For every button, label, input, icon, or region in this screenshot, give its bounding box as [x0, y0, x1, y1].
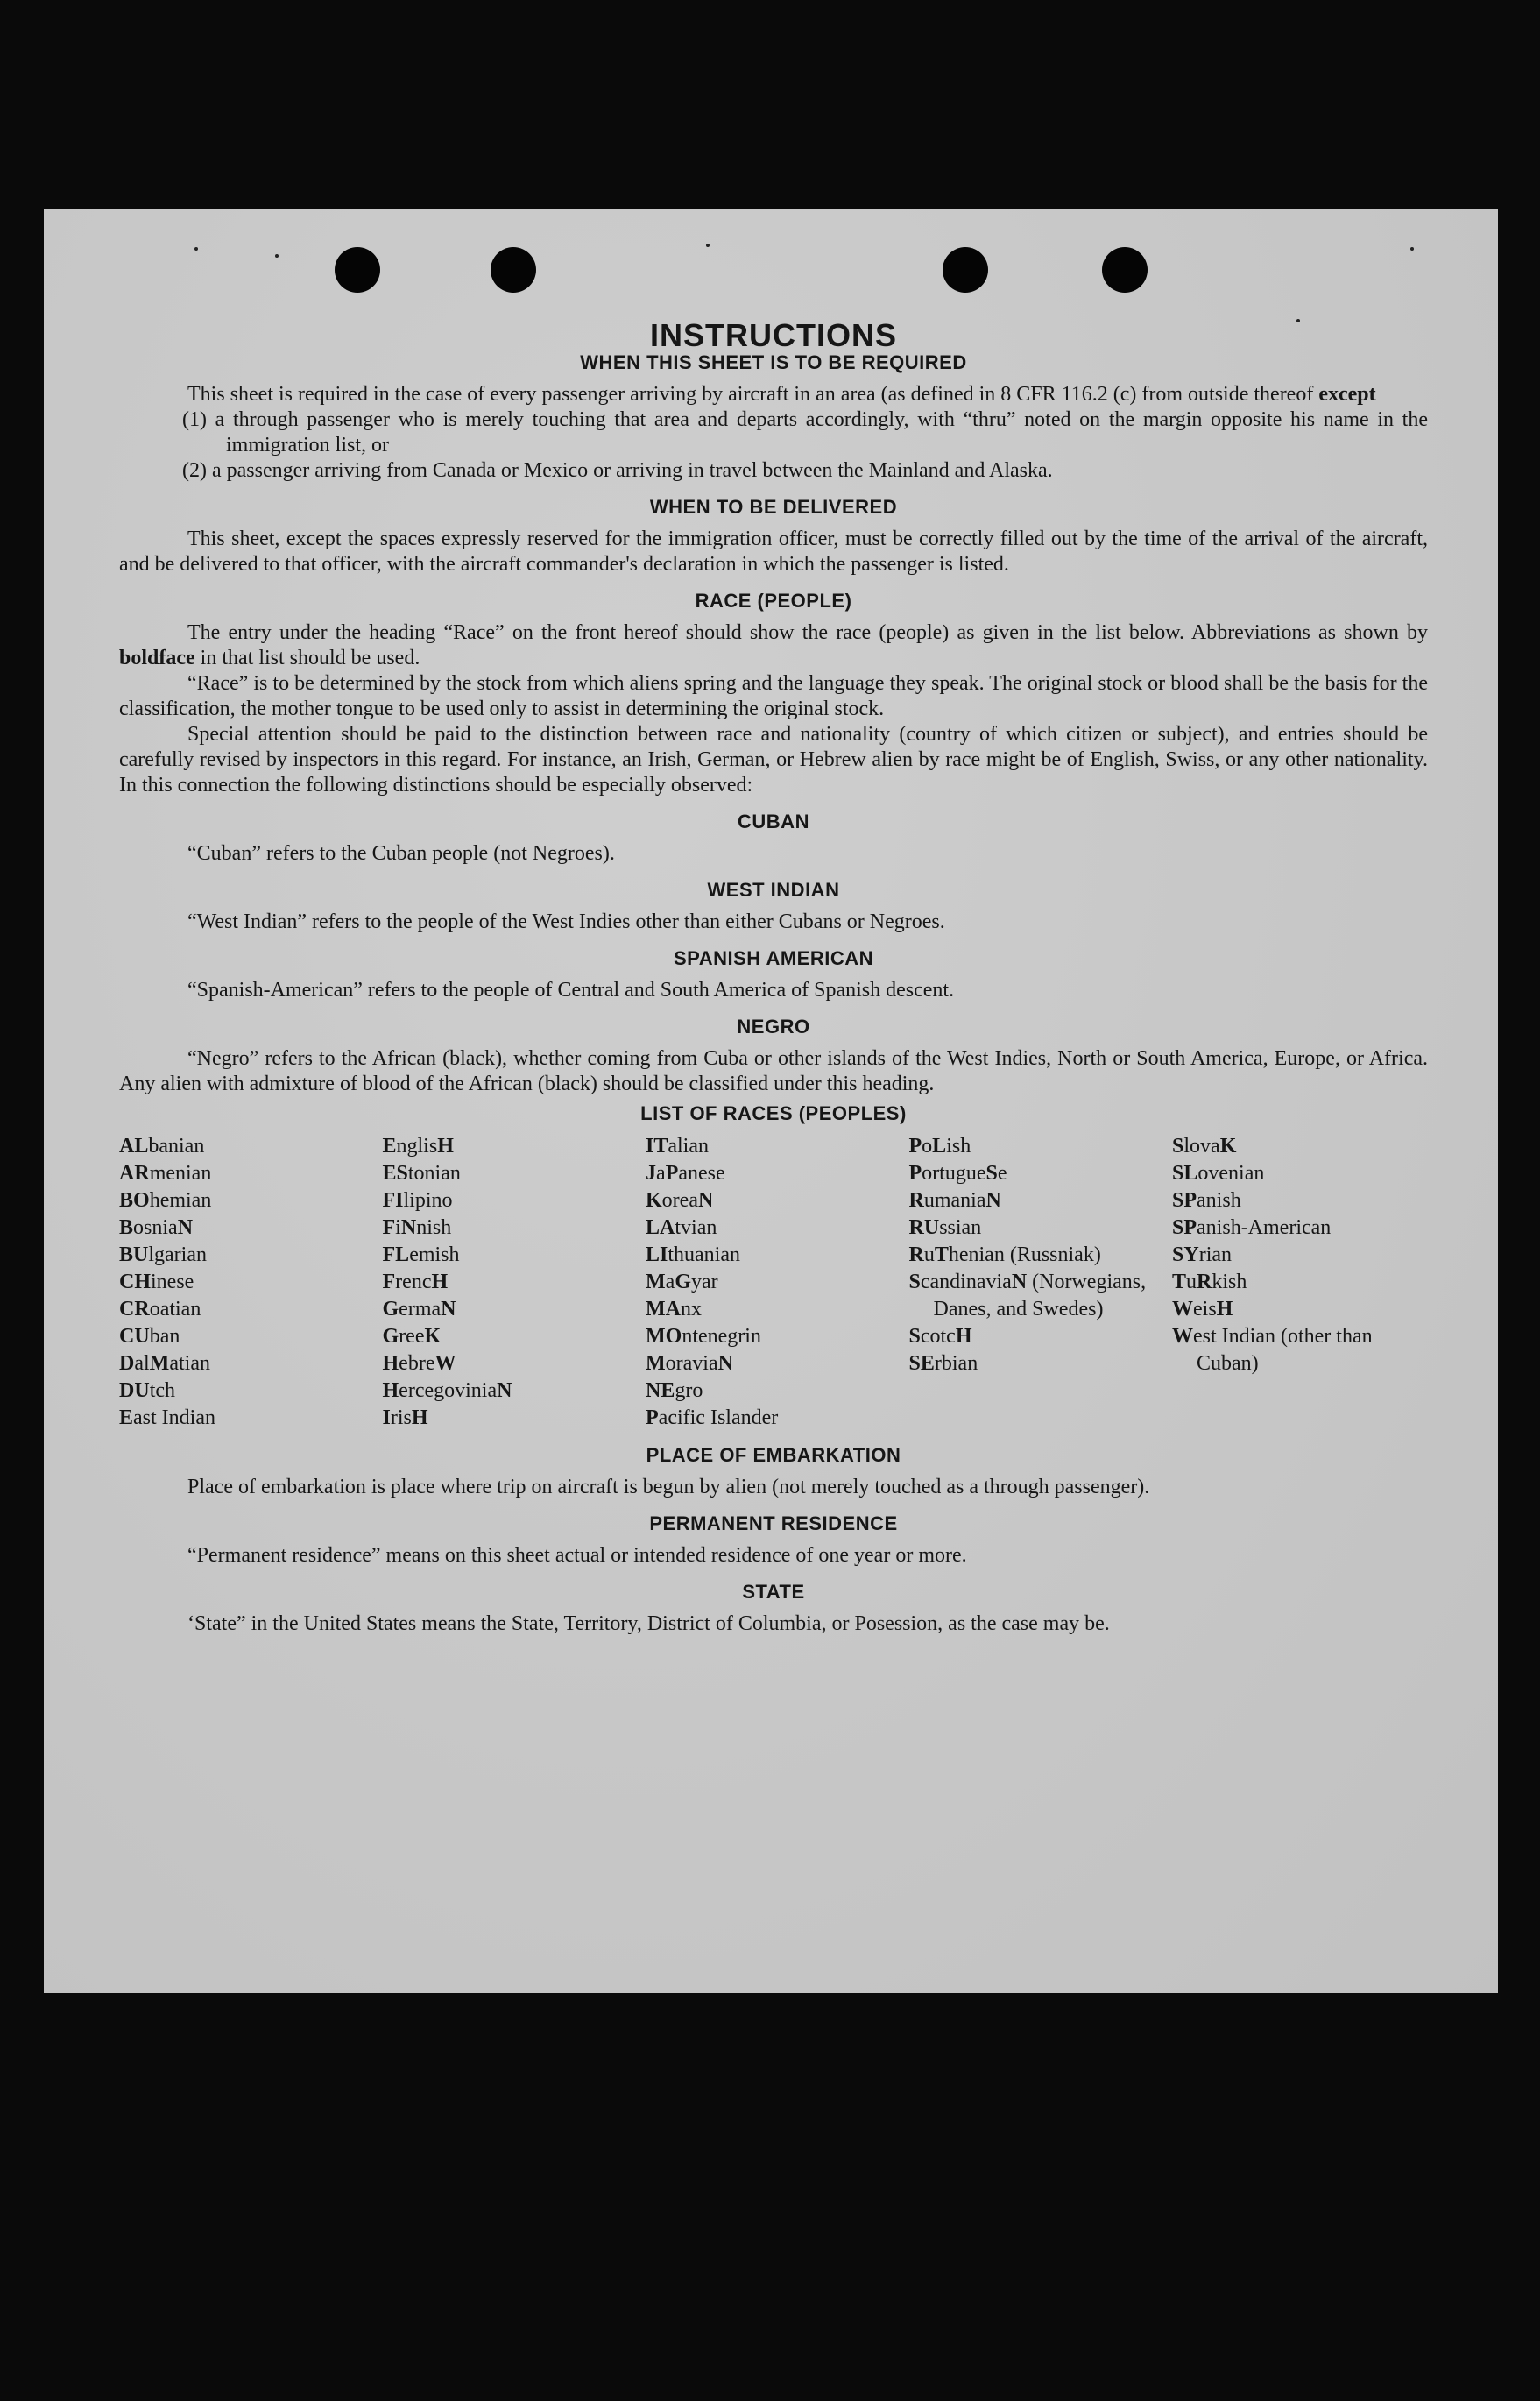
race-entry: PoLish	[908, 1135, 971, 1158]
race-paragraph: “Race” is to be determined by the stock from which aliens spring and the language they speak. The original stock or blood shall be the basis for the classification, the mother tongue to be used only to assist in determining the original stock.	[119, 672, 1428, 720]
paper-speck	[275, 254, 279, 258]
punch-hole	[335, 247, 380, 293]
punch-hole	[943, 247, 988, 293]
race-entry: IrisH	[382, 1406, 428, 1429]
race-entry: West Indian (other than Cuban)	[1172, 1325, 1373, 1375]
exception-item: (2) a passenger arriving from Canada or Mexico or arriving in travel between the Mainland and Alaska.	[182, 459, 1053, 482]
embarkation-text: Place of embarkation is place where trip on aircraft is begun by alien (not merely touched as a through passenger).	[187, 1476, 1150, 1498]
race-entry: JaPanese	[646, 1162, 725, 1185]
race-entry: RUssian	[908, 1216, 982, 1239]
race-entry: BosniaN	[119, 1216, 194, 1239]
west-indian-text: “West Indian” refers to the people of the West Indies other than either Cubans or Negroes.	[187, 910, 945, 933]
race-entry: MoraviaN	[646, 1352, 733, 1375]
race-entry: BOhemian	[119, 1189, 212, 1212]
races-column-3	[646, 1133, 901, 1432]
state-text: ‘State” in the United States means the State, Territory, District of Columbia, or Posession, as the case may be.	[187, 1612, 1110, 1635]
race-entry: WeisH	[1172, 1298, 1233, 1321]
race-entry: HebreW	[382, 1352, 456, 1375]
race-text: in that list should be used.	[200, 647, 420, 669]
residence-text: “Permanent residence” means on this sheet actual or intended residence of one year or more.	[187, 1544, 967, 1567]
race-entry: MAnx	[646, 1298, 702, 1321]
exception-item: (1) a through passenger who is merely touching that area and departs accordingly, with “thru” noted on the margin opposite his name in the immigration list, or	[182, 408, 1428, 457]
race-entry: SlovaK	[1172, 1135, 1237, 1158]
instructions-content	[119, 317, 1428, 1637]
race-entry: ALbanian	[119, 1135, 205, 1158]
race-entry: MaGyar	[646, 1271, 718, 1293]
boldface-word: boldface	[119, 647, 195, 669]
heading-state: STATE	[742, 1581, 805, 1603]
paper-speck	[194, 247, 198, 251]
delivered-text: This sheet, except the spaces expressly reserved for the immigration officer, must be correctly filled out by the time of the arrival of the aircraft, and be delivered to that officer, with the aircraft commander's declaration in which the passenger is listed.	[119, 528, 1428, 576]
race-entry: FIlipino	[382, 1189, 453, 1212]
punch-hole	[1102, 247, 1148, 293]
race-entry: FrencH	[382, 1271, 449, 1293]
race-entry: FLemish	[382, 1243, 460, 1266]
race-entry: Pacific Islander	[646, 1406, 779, 1429]
race-entry: CUban	[119, 1325, 180, 1348]
race-entry: ScotcH	[908, 1325, 972, 1348]
race-entry: HercegoviniaN	[382, 1379, 512, 1402]
race-entry: RuThenian (Russniak)	[908, 1243, 1101, 1266]
race-entry: East Indian	[119, 1406, 215, 1429]
heading-list-of-races: LIST OF RACES (PEOPLES)	[640, 1102, 907, 1124]
required-intro	[119, 382, 1428, 407]
paper-speck	[706, 244, 710, 247]
races-column-4	[909, 1133, 1165, 1432]
race-entry: NEgro	[646, 1379, 703, 1402]
races-column-1	[119, 1133, 375, 1432]
heading-place-of-embarkation: PLACE OF EMBARKATION	[646, 1444, 901, 1466]
race-entry: GermaN	[382, 1298, 456, 1321]
race-entry: BUlgarian	[119, 1243, 207, 1266]
heading-when-delivered: WHEN TO BE DELIVERED	[649, 496, 898, 518]
race-entry: TuRkish	[1172, 1271, 1247, 1293]
race-entry: LIthuanian	[646, 1243, 740, 1266]
exception-list	[119, 407, 1428, 484]
race-entry: PortugueSe	[908, 1162, 1007, 1185]
race-entry: RumaniaN	[908, 1189, 1001, 1212]
race-entry: MOntenegrin	[646, 1325, 761, 1348]
race-entry: ScandinaviaN (Norwegians, Danes, and Swedes)	[908, 1271, 1147, 1321]
paper-speck	[1410, 247, 1414, 251]
races-table	[119, 1133, 1428, 1432]
race-entry: GreeK	[382, 1325, 442, 1348]
race-entry: FiNnish	[382, 1216, 452, 1239]
page-title: INSTRUCTIONS	[650, 317, 897, 353]
race-entry: EnglisH	[382, 1135, 454, 1158]
race-entry: SLovenian	[1172, 1162, 1265, 1185]
punch-hole	[491, 247, 536, 293]
race-entry: SErbian	[908, 1352, 978, 1375]
heading-when-required: WHEN THIS SHEET IS TO BE REQUIRED	[580, 351, 967, 373]
heading-race: RACE (PEOPLE)	[695, 590, 852, 612]
race-entry: KoreaN	[646, 1189, 714, 1212]
negro-text: “Negro” refers to the African (black), whether coming from Cuba or other islands of the West Indies, North or South America, Europe, or Africa. Any alien with admixture of blood of the African (black) should be classified under this heading.	[119, 1047, 1428, 1095]
cuban-text: “Cuban” refers to the Cuban people (not Negroes).	[187, 842, 615, 865]
race-entry: ARmenian	[119, 1162, 212, 1185]
heading-cuban: CUBAN	[738, 811, 809, 832]
race-entry: LAtvian	[646, 1216, 717, 1239]
race-entry: ITalian	[646, 1135, 709, 1158]
required-intro-text: This sheet is required in the case of every passenger arriving by aircraft in an area (as defined in 8 CFR 116.2 (c) from outside thereof	[187, 383, 1314, 406]
race-entry: DalMatian	[119, 1352, 210, 1375]
race-entry: CHinese	[119, 1271, 194, 1293]
race-entry: SPanish-American	[1172, 1216, 1332, 1239]
heading-permanent-residence: PERMANENT RESIDENCE	[649, 1512, 898, 1534]
heading-west-indian: WEST INDIAN	[707, 879, 840, 901]
race-entry: SPanish	[1172, 1189, 1241, 1212]
race-entry: EStonian	[382, 1162, 461, 1185]
race-entry: CRoatian	[119, 1298, 201, 1321]
race-entry: SYrian	[1172, 1243, 1233, 1266]
race-entry: DUtch	[119, 1379, 176, 1402]
except-word: except	[1318, 383, 1376, 406]
races-column-2	[383, 1133, 639, 1432]
races-column-5	[1172, 1133, 1428, 1432]
spanish-american-text: “Spanish-American” refers to the people of Central and South America of Spanish descent.	[187, 979, 955, 1002]
heading-spanish-american: SPANISH AMERICAN	[673, 947, 873, 969]
document-sheet	[44, 209, 1498, 1993]
heading-negro: NEGRO	[737, 1016, 810, 1038]
race-text: The entry under the heading “Race” on the front hereof should show the race (people) as given in the list below. Abbreviations as shown by	[187, 621, 1428, 644]
race-paragraph: Special attention should be paid to the distinction between race and nationality (country of which citizen or subject), and entries should be carefully revised by inspectors in this regard. For instance, an Irish, German, or Hebrew alien by race might be of English, Swiss, or any other nationality. In this connection the following distinctions should be especially observed:	[119, 723, 1428, 797]
race-paragraph	[119, 620, 1428, 671]
